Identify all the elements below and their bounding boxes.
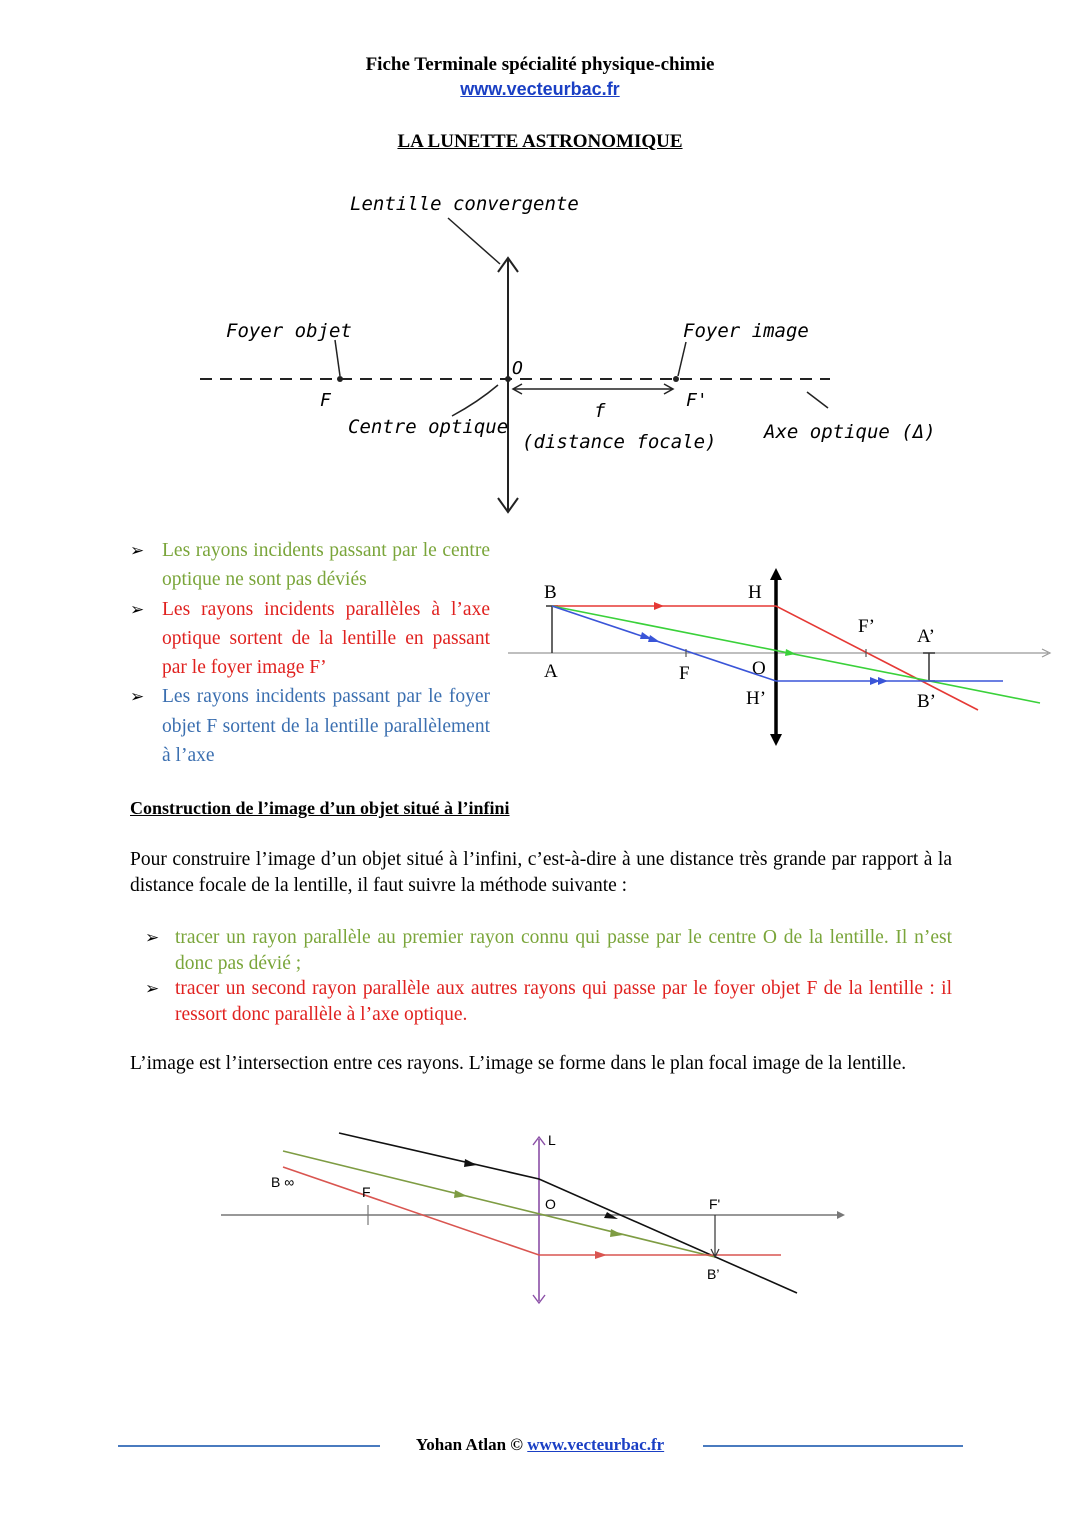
label-O-inf: O bbox=[545, 1196, 556, 1212]
object-focus-point bbox=[337, 376, 343, 382]
black-ray bbox=[339, 1133, 797, 1293]
label-H: H bbox=[748, 582, 762, 603]
arrow-bullet-icon: ➢ bbox=[145, 979, 160, 998]
green-ray bbox=[552, 606, 1040, 703]
method-item-focus bbox=[145, 976, 952, 1027]
rule-text: Les rayons incidents passant par le centre optique ne sont pas déviés bbox=[162, 540, 490, 591]
image-focus-label: Foyer image bbox=[683, 320, 809, 342]
infinity-diagram bbox=[215, 1125, 860, 1315]
method-text: tracer un rayon parallèle au premier rayon connu qui passe par le centre O de la lentille. Il n’est donc pas dévié ; bbox=[175, 927, 952, 974]
lens-label: Lentille convergente bbox=[350, 193, 579, 215]
conclusion-paragraph: L’image est l’intersection entre ces rayons. L’image se forme dans le plan focal image de la lentille. bbox=[130, 1053, 907, 1074]
label-B-prime: B’ bbox=[917, 691, 936, 712]
object-focus-label: Foyer objet bbox=[226, 320, 352, 342]
optical-center-point bbox=[505, 376, 511, 382]
rule-text: Les rayons incidents parallèles à l’axe optique sortent de la lentille en passant par le foyer image F’ bbox=[162, 598, 490, 679]
label-F-prime-inf: F' bbox=[709, 1196, 721, 1212]
footer-link[interactable]: www.vecteurbac.fr bbox=[527, 1435, 665, 1454]
rule-item-parallel bbox=[130, 595, 490, 683]
footer-rule-left bbox=[118, 1445, 380, 1447]
header-title: Fiche Terminale spécialité physique-chimie bbox=[365, 54, 715, 75]
label-B: B bbox=[544, 582, 557, 603]
center-label: O bbox=[512, 358, 523, 379]
object-focus-point-label: F bbox=[320, 390, 331, 411]
lens-diagram bbox=[180, 180, 960, 520]
ray-diagram bbox=[500, 560, 1060, 750]
arrow-bullet-icon: ➢ bbox=[130, 687, 145, 707]
label-O: O bbox=[752, 658, 766, 679]
optical-center-label: Centre optique bbox=[348, 416, 509, 438]
rule-item-focus bbox=[130, 682, 490, 770]
label-A: A bbox=[544, 661, 558, 682]
arrow-bullet-icon: ➢ bbox=[130, 541, 145, 560]
header-link[interactable]: www.vecteurbac.fr bbox=[460, 79, 620, 99]
intro-paragraph: Pour construire l’image d’un objet situé à l’infini, c’est-à-dire à une distance très grande par rapport à la distance focale de la lentille, il faut suivre la méthode suivante : bbox=[130, 849, 952, 896]
rule-item-center bbox=[130, 536, 490, 595]
focal-symbol: f bbox=[594, 400, 606, 422]
method-text: tracer un second rayon parallèle aux autres rayons qui passe par le foyer objet F de la lentille : il ressort donc parallèle à l’axe optique. bbox=[175, 978, 952, 1025]
label-F-prime: F’ bbox=[858, 616, 875, 637]
red-ray-inf bbox=[283, 1167, 781, 1255]
page-title: LA LUNETTE ASTRONOMIQUE bbox=[397, 131, 683, 152]
footer-rule-right bbox=[703, 1445, 963, 1447]
rule-text: Les rayons incidents passant par le foyer objet F sortent de la lentille parallèlement à l’axe bbox=[162, 686, 490, 767]
label-L: L bbox=[548, 1132, 556, 1148]
label-H-prime: H’ bbox=[746, 688, 767, 709]
label-F-inf: F bbox=[362, 1184, 371, 1200]
footer bbox=[370, 1435, 710, 1455]
method-item-center bbox=[145, 925, 952, 976]
footer-author: Yohan Atlan © bbox=[415, 1435, 528, 1454]
method-list bbox=[145, 925, 952, 1027]
ray-rules-list bbox=[130, 536, 490, 770]
axis-label: Axe optique (Δ) bbox=[764, 421, 936, 443]
section-heading: Construction de l’image d’un objet situé à l’infini bbox=[130, 798, 510, 818]
arrow-bullet-icon: ➢ bbox=[130, 599, 145, 619]
image-focus-point-label: F' bbox=[686, 390, 708, 411]
image-focus-point bbox=[673, 376, 679, 382]
arrow-bullet-icon: ➢ bbox=[145, 928, 160, 947]
label-B-infinity: B ∞ bbox=[271, 1174, 295, 1190]
label-A-prime: A’ bbox=[917, 626, 935, 647]
focal-distance-label: (distance focale) bbox=[522, 431, 717, 453]
label-F: F bbox=[679, 663, 690, 684]
label-B-prime-inf: B’ bbox=[707, 1266, 720, 1282]
